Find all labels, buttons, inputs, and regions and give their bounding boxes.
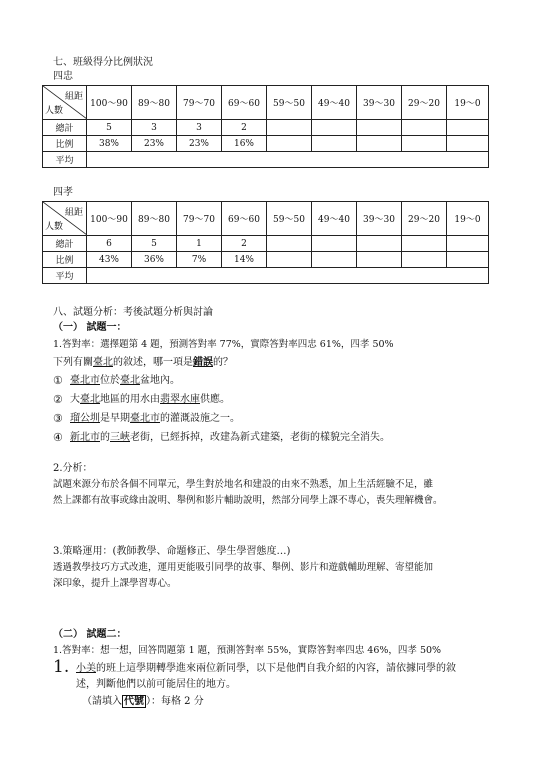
range-header: 39～30: [357, 202, 402, 236]
range-header: 59～50: [267, 202, 312, 236]
option-marker: ②: [53, 393, 63, 406]
diag-top-label: 組距: [64, 92, 83, 102]
option-text: 位於: [100, 375, 120, 386]
instruction-text: ）：每格 2 分: [146, 696, 204, 707]
place-name: 臺北: [80, 394, 100, 405]
option-3: [70, 412, 240, 425]
diag-bottom-label: 人數: [45, 106, 64, 116]
range-header: 100～90: [87, 202, 132, 236]
option-marker: ④: [53, 431, 63, 444]
option-text: 的: [100, 432, 110, 443]
row-label: 比例: [43, 252, 87, 268]
class2-score-table: [42, 201, 489, 284]
table-cell: [447, 252, 489, 268]
strategy-title: 3.策略運用：(教師教學、命題修正、學生學習態度…): [53, 546, 291, 557]
range-header: 100～90: [87, 86, 132, 120]
analysis-title: 2.分析：: [53, 463, 93, 474]
table-cell: [357, 236, 402, 252]
range-header: 79～70: [177, 86, 222, 120]
table-row-average: [43, 152, 489, 168]
q2-instruction: [82, 695, 204, 708]
table-cell: [312, 120, 357, 136]
table-cell: [402, 252, 447, 268]
question-emphasis: 錯誤: [193, 357, 213, 368]
diagonal-header-cell: [43, 86, 87, 120]
table-cell: 36%: [132, 252, 177, 268]
table-cell: [402, 120, 447, 136]
diagonal-header-cell: [43, 202, 87, 236]
table-cell: 1: [177, 236, 222, 252]
section7-title: 七、班級得分比例狀況: [53, 57, 153, 68]
table-cell: 14%: [222, 252, 267, 268]
table-cell: 5: [87, 120, 132, 136]
range-header: 69～60: [222, 86, 267, 120]
table-header-row: [43, 86, 489, 120]
q2-answer-rate: 1.答對率：想一想，回答問題第 1 題，預測答對率 55%，實際答對率四忠 46%，四孝 50%: [53, 645, 442, 656]
place-name: 新北市: [70, 432, 100, 443]
range-header: 69～60: [222, 202, 267, 236]
table-row-total: [43, 120, 489, 136]
table-cell: [357, 120, 402, 136]
option-text: 是早期: [100, 413, 130, 424]
question-place: 臺北: [93, 357, 113, 368]
q1-question: [53, 356, 233, 369]
range-header: 89～80: [132, 86, 177, 120]
table-cell: [267, 136, 312, 152]
table-cell: [447, 136, 489, 152]
range-header: 29～20: [402, 86, 447, 120]
range-header: 29～20: [402, 202, 447, 236]
question-text: 下列有關: [53, 357, 93, 368]
table-row-average: [43, 268, 489, 284]
table-cell: [447, 236, 489, 252]
table-cell: 2: [222, 236, 267, 252]
table-cell: 23%: [177, 136, 222, 152]
table-cell: 16%: [222, 136, 267, 152]
table-cell: [267, 252, 312, 268]
diag-bottom-label: 人數: [45, 222, 64, 232]
option-marker: ①: [53, 374, 63, 387]
analysis-line: 試題來源分布於各個不同單元，學生對於地名和建設的由來不熟悉，加上生活經驗不足，雖: [53, 479, 434, 490]
table-cell: 38%: [87, 136, 132, 152]
table-header-row: [43, 202, 489, 236]
table-cell: 3: [132, 120, 177, 136]
table-cell: 43%: [87, 252, 132, 268]
table-row-ratio: [43, 136, 489, 152]
row-label: 總計: [43, 236, 87, 252]
range-header: 19～0: [447, 86, 489, 120]
class1-score-table: [42, 85, 489, 168]
range-header: 79～70: [177, 202, 222, 236]
range-header: 39～30: [357, 86, 402, 120]
table-cell: [312, 136, 357, 152]
row-label: 總計: [43, 120, 87, 136]
q1-heading: （一） 試題一：: [53, 322, 127, 333]
place-name: 臺北市: [70, 375, 100, 386]
place-name: 臺北市: [130, 413, 160, 424]
q2-line2: 述，判斷他們以前可能居住的地方。: [76, 679, 236, 690]
range-header: 19～0: [447, 202, 489, 236]
instruction-text: （請填入: [82, 696, 122, 707]
table-cell: [357, 252, 402, 268]
table-row-total: [43, 236, 489, 252]
option-text: 的灌溉設施之一。: [160, 413, 240, 424]
place-name: 三峽: [110, 432, 130, 443]
table-cell: 6: [87, 236, 132, 252]
place-name: 翡翠水庫: [160, 394, 200, 405]
table-cell: 2: [222, 120, 267, 136]
q2-text: 的班上這學期轉學進來兩位新同學，以下是他們自我介紹的內容，請依據同學的敘: [96, 663, 456, 674]
analysis-line: 然上課都有故事或緣由說明、舉例和影片輔助說明，然部分同學上課不專心，喪失理解機會。: [53, 495, 443, 506]
option-marker: ③: [53, 412, 63, 425]
option-text: 老街，已經拆掉，改建為新式建築，老街的樣貌完全消失。: [130, 432, 390, 443]
option-2: [70, 393, 230, 406]
q2-number: 1.: [53, 657, 70, 677]
average-cell: [87, 268, 489, 284]
q2-heading: （二） 試題二：: [53, 629, 127, 640]
table-cell: [402, 236, 447, 252]
class1-name: 四忠: [53, 71, 73, 82]
row-label: 比例: [43, 136, 87, 152]
option-4: [70, 431, 390, 444]
row-label: 平均: [43, 152, 87, 168]
place-name: 瑠公圳: [70, 413, 100, 424]
table-cell: [312, 252, 357, 268]
table-row-ratio: [43, 252, 489, 268]
person-name: 小美: [76, 663, 96, 674]
average-cell: [87, 152, 489, 168]
range-header: 89～80: [132, 202, 177, 236]
option-text: 大: [70, 394, 80, 405]
option-text: 供應。: [200, 394, 230, 405]
class2-name: 四孝: [53, 187, 73, 198]
q1-answer-rate: 1.答對率：選擇題第 4 題，預測答對率 77%，實際答對率四忠 61%，四孝 50%: [53, 339, 394, 350]
table-cell: [402, 136, 447, 152]
option-text: 地區的用水由: [100, 394, 160, 405]
strategy-line: 透過教學技巧方式改進，運用更能吸引同學的故事、舉例、影片和遊戲輔助理解、寄望能加: [53, 562, 434, 573]
table-cell: [312, 236, 357, 252]
question-text: 的？: [213, 357, 233, 368]
table-cell: [447, 120, 489, 136]
table-cell: [357, 136, 402, 152]
diag-top-label: 組距: [64, 208, 83, 218]
table-cell: [267, 120, 312, 136]
range-header: 49～40: [312, 202, 357, 236]
option-1: [70, 374, 180, 387]
q2-line1: [76, 662, 456, 675]
range-header: 59～50: [267, 86, 312, 120]
table-cell: 7%: [177, 252, 222, 268]
row-label: 平均: [43, 268, 87, 284]
table-cell: 3: [177, 120, 222, 136]
table-cell: [267, 236, 312, 252]
place-name: 臺北: [120, 375, 140, 386]
range-header: 49～40: [312, 86, 357, 120]
question-text: 的敘述，哪一項是: [113, 357, 193, 368]
instruction-boxed: 代號: [124, 696, 144, 707]
table-cell: 5: [132, 236, 177, 252]
option-text: 盆地內。: [140, 375, 180, 386]
table-cell: 23%: [132, 136, 177, 152]
strategy-line: 深印象，提升上課學習專心。: [53, 578, 177, 589]
section8-title: 八、試題分析：考後試題分析與討論: [53, 307, 213, 318]
